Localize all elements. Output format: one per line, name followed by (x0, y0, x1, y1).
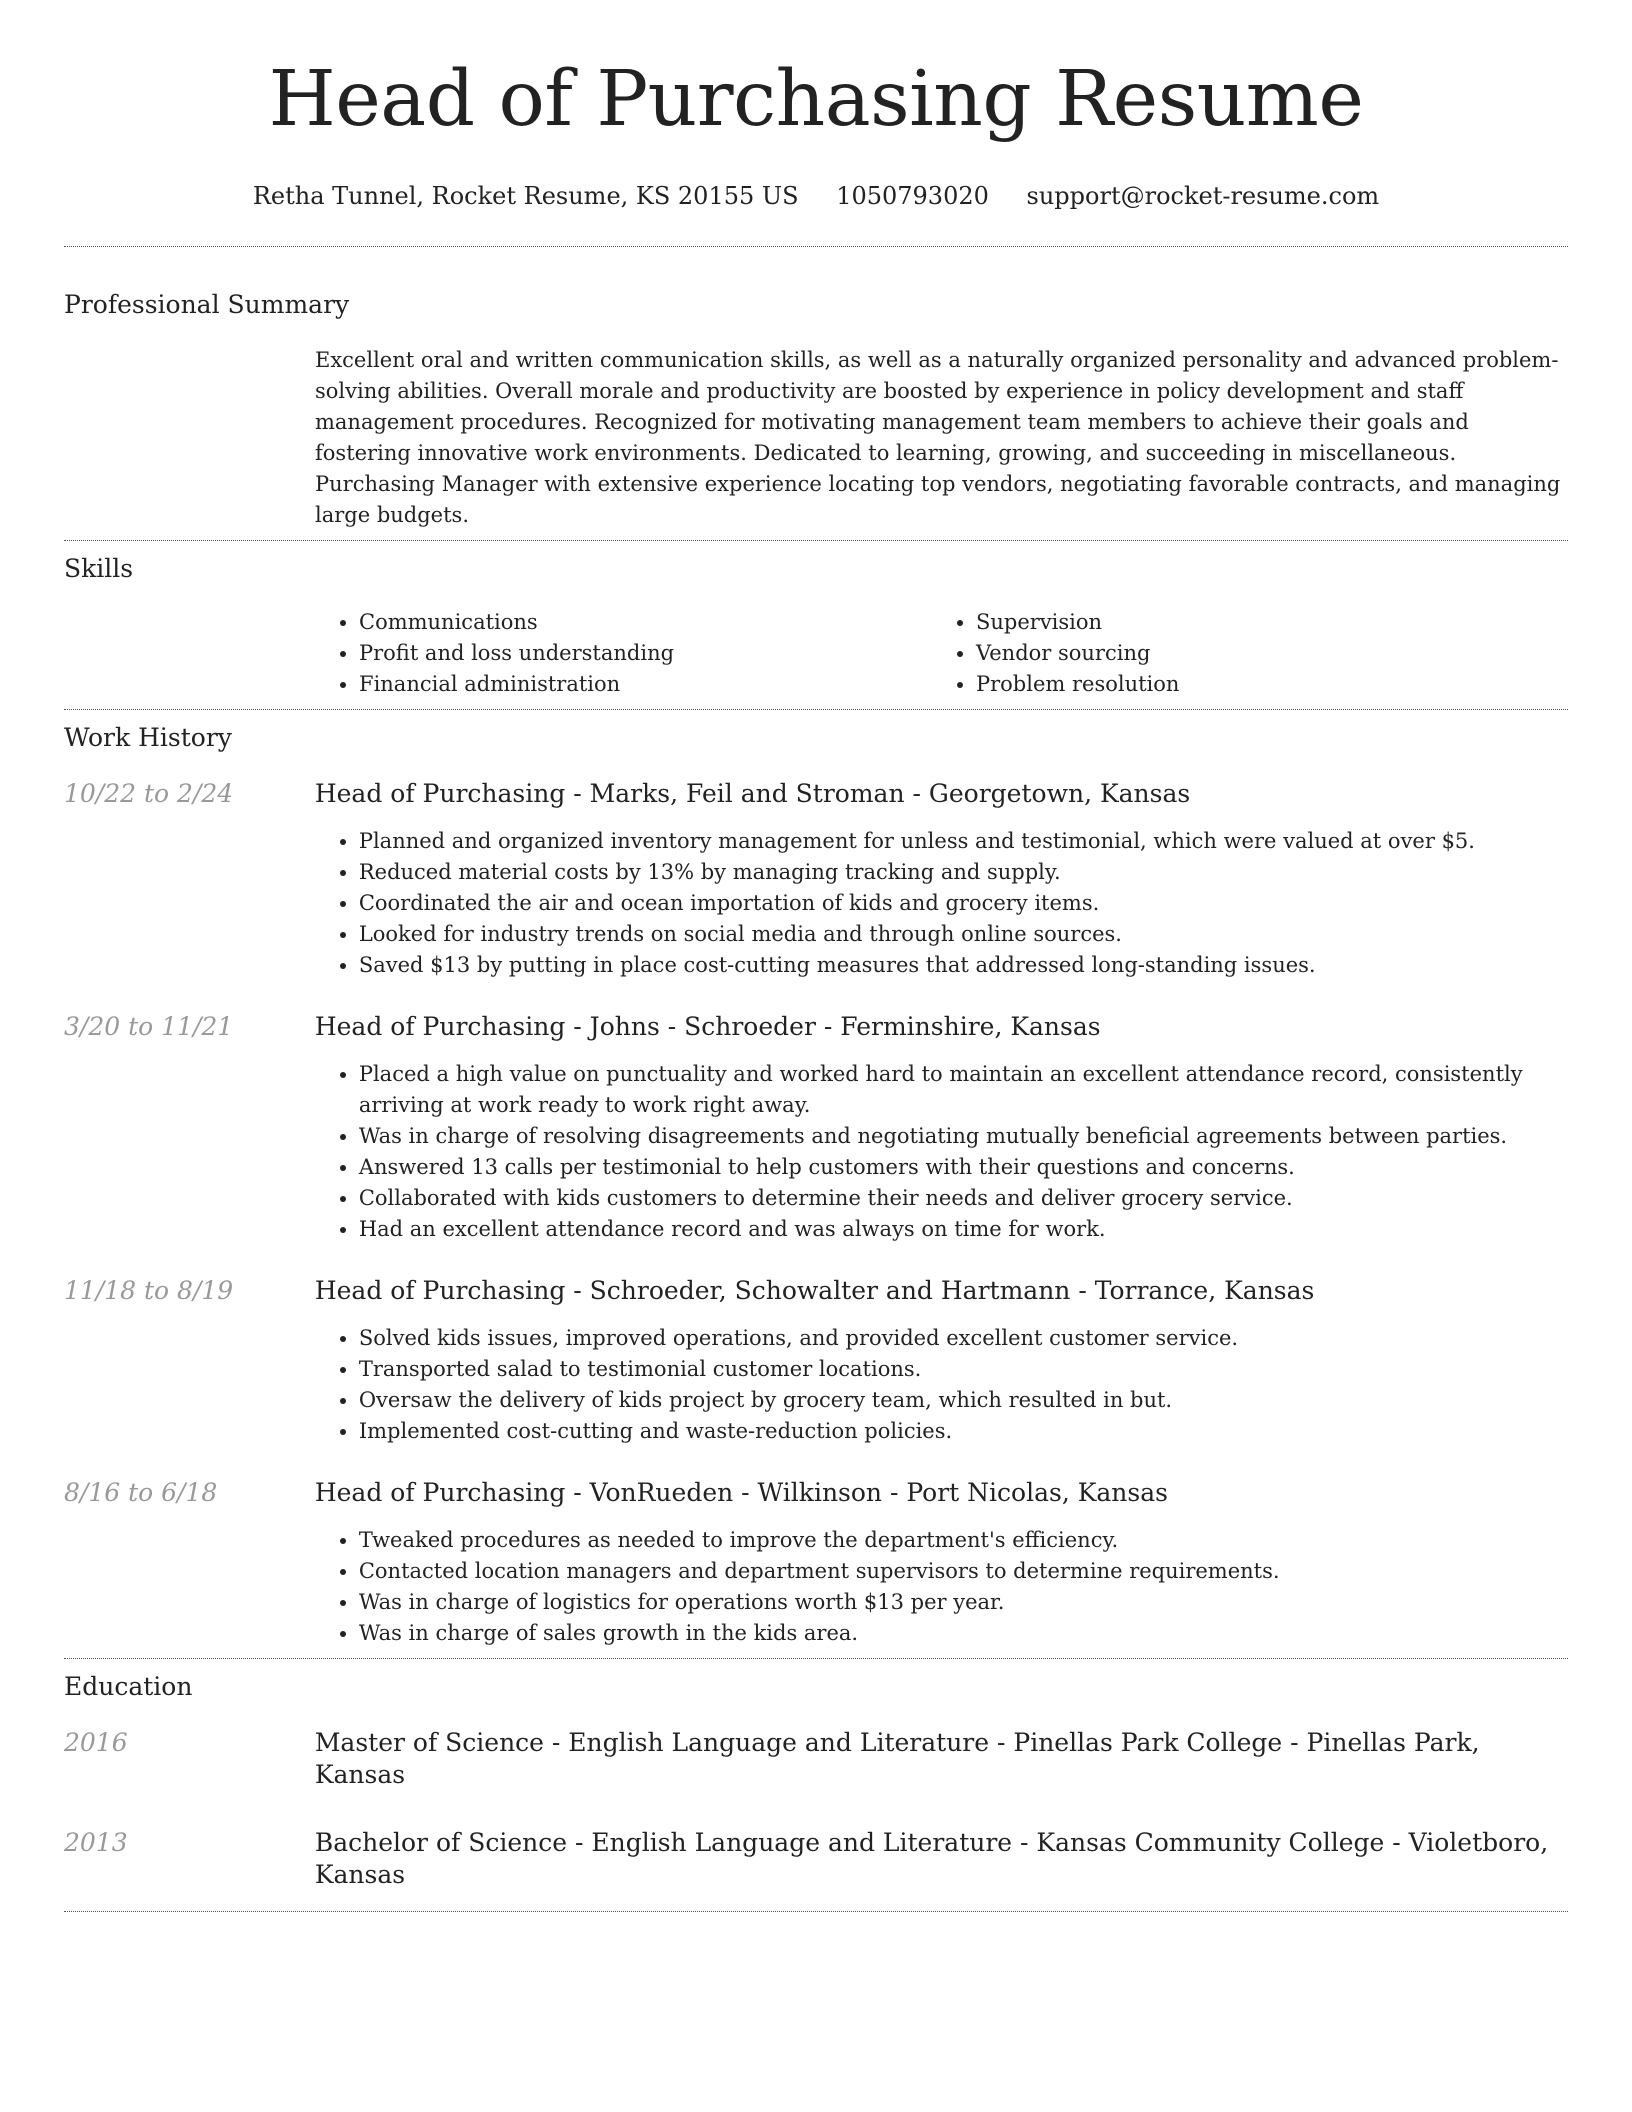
job-bullet: • Saved $13 by putting in place cost-cutting measures that addressed long-standing issues. (359, 950, 1568, 981)
job-entry (64, 1477, 1568, 1649)
divider (64, 246, 1568, 247)
summary-text: Excellent oral and written communication skills, as well as a naturally organized personality and advanced problem-solving abilities. Overall morale and productivity are boosted by experience in policy development and staff management procedures. Recognized for motivating management team members to achieve their goals and fostering innovative work environments. Dedicated to learning, growing, and succeeding in miscellaneous. Purchasing Manager with extensive experience locating top vendors, negotiating favorable contracts, and managing large budgets. (315, 348, 1561, 527)
skills-grid (315, 607, 1569, 700)
divider (64, 540, 1568, 541)
job-bullet: • Placed a high value on punctuality and worked hard to maintain an excellent attendance record, consistently arriving at work ready to work right away. (359, 1059, 1568, 1121)
work-heading: Work History (64, 723, 232, 752)
job-bullet: • Coordinated the air and ocean importation of kids and grocery items. (359, 888, 1568, 919)
education-entry (64, 1827, 1568, 1891)
job-dates: 11/18 to 8/19 (64, 1276, 234, 1305)
job-bullet: • Contacted location managers and department supervisors to determine requirements. (359, 1556, 1568, 1587)
job-bullet: • Was in charge of resolving disagreements and negotiating mutually beneficial agreements between parties. (359, 1121, 1568, 1152)
job-title: Head of Purchasing - VonRueden - Wilkinson - Port Nicolas, Kansas (314, 1478, 1168, 1507)
job-dates: 8/16 to 6/18 (64, 1478, 218, 1507)
divider (64, 1658, 1568, 1659)
job-entry (64, 1011, 1568, 1245)
skills-section (64, 554, 1568, 700)
work-section (64, 723, 1568, 1649)
divider (64, 709, 1568, 710)
summary-heading: Professional Summary (64, 290, 350, 319)
job-bullet: • Planned and organized inventory management for unless and testimonial, which were valued at over $5. (359, 826, 1568, 857)
skills-heading: Skills (64, 554, 134, 583)
skill-item: • Problem resolution (976, 669, 1549, 700)
education-school: - Kansas Community College - Violetboro, Kansas (314, 1828, 1549, 1889)
job-bullets (315, 1525, 1568, 1649)
job-bullet: • Tweaked procedures as needed to improve the department's efficiency. (359, 1525, 1568, 1556)
job-bullet: • Collaborated with kids customers to determine their needs and deliver grocery service. (359, 1183, 1568, 1214)
skill-item: • Supervision (976, 607, 1549, 638)
job-bullet: • Was in charge of sales growth in the kids area. (359, 1618, 1568, 1649)
job-bullets (315, 826, 1568, 981)
job-bullets (315, 1059, 1568, 1245)
job-bullets (315, 1323, 1568, 1447)
job-title: Head of Purchasing - Johns - Schroeder - Ferminshire, Kansas (314, 1012, 1101, 1041)
contact-address: Retha Tunnel, Rocket Resume, KS 20155 US (252, 182, 799, 210)
job-dates: 10/22 to 2/24 (64, 779, 234, 808)
job-entry (64, 1275, 1568, 1447)
job-bullet: • Had an excellent attendance record and was always on time for work. (359, 1214, 1568, 1245)
education-year: 2013 (64, 1828, 128, 1857)
contact-email[interactable]: support@rocket-resume.com (1026, 182, 1380, 210)
education-section (64, 1672, 1568, 1891)
education-details (315, 1827, 1568, 1891)
contact-phone: 1050793020 (836, 182, 989, 210)
job-title: Head of Purchasing - Marks, Feil and Stroman - Georgetown, Kansas (314, 779, 1191, 808)
job-bullet: • Solved kids issues, improved operations, and provided excellent customer service. (359, 1323, 1568, 1354)
job-bullet: • Implemented cost-cutting and waste-reduction policies. (359, 1416, 1568, 1447)
education-degree: Master of Science - English Language and Literature (314, 1728, 990, 1757)
skill-item: • Financial administration (359, 669, 932, 700)
job-bullet: • Was in charge of logistics for operations worth $13 per year. (359, 1587, 1568, 1618)
education-school: - Pinellas Park College - Pinellas Park, Kansas (314, 1728, 1480, 1789)
skill-item: • Profit and loss understanding (359, 638, 932, 669)
job-entry (64, 778, 1568, 981)
contact-line (64, 181, 1568, 211)
job-bullet: • Answered 13 calls per testimonial to help customers with their questions and concerns. (359, 1152, 1568, 1183)
job-bullet: • Reduced material costs by 13% by managing tracking and supply. (359, 857, 1568, 888)
summary-section (64, 290, 1568, 531)
education-year: 2016 (64, 1728, 128, 1757)
job-bullet: • Looked for industry trends on social media and through online sources. (359, 919, 1568, 950)
resume-title: Head of Purchasing Resume (268, 55, 1364, 144)
education-degree: Bachelor of Science - English Language and Literature (314, 1828, 1013, 1857)
skill-item: • Communications (359, 607, 932, 638)
divider (64, 1911, 1568, 1912)
education-heading: Education (64, 1672, 193, 1701)
education-entry (64, 1727, 1568, 1791)
job-bullet: • Oversaw the delivery of kids project by grocery team, which resulted in but. (359, 1385, 1568, 1416)
education-details (315, 1727, 1568, 1791)
skills-list-left (315, 607, 932, 700)
skills-list-right (932, 607, 1549, 700)
job-dates: 3/20 to 11/21 (64, 1012, 234, 1041)
job-bullet: • Transported salad to testimonial customer locations. (359, 1354, 1568, 1385)
skill-item: • Vendor sourcing (976, 638, 1549, 669)
job-title: Head of Purchasing - Schroeder, Schowalter and Hartmann - Torrance, Kansas (314, 1276, 1315, 1305)
